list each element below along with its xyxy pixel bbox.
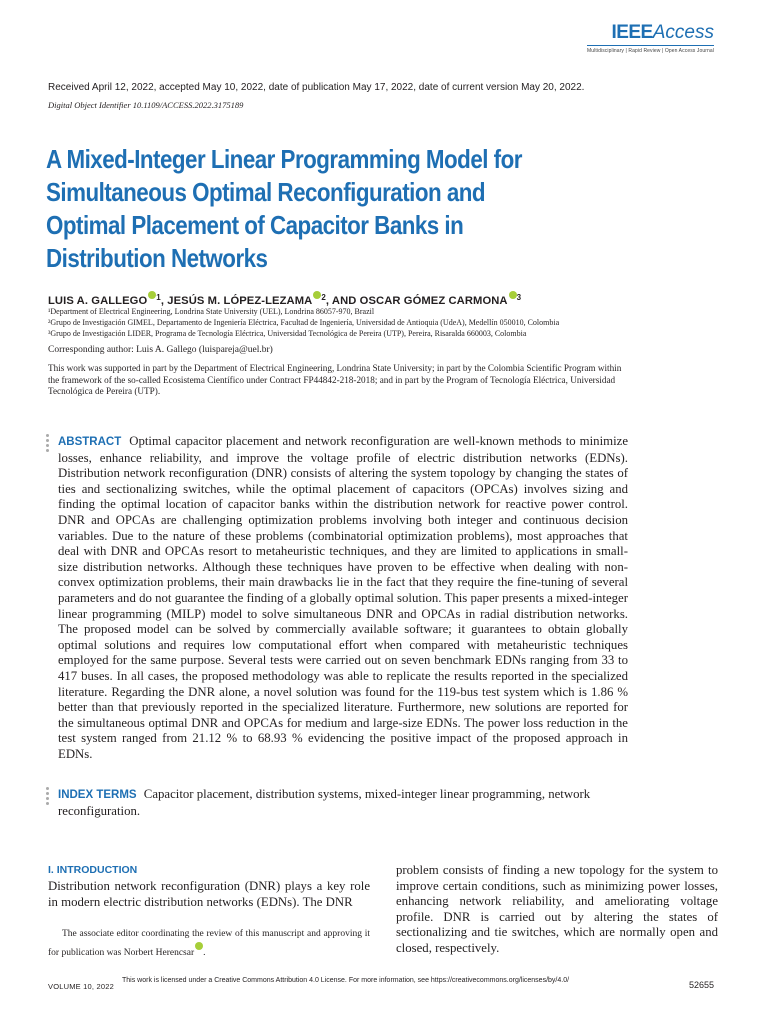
paper-title [46, 143, 648, 275]
author-list [48, 291, 521, 307]
abstract-text: Optimal capacitor placement and network reconfiguration are well-known methods to minimize losses, enhance reliability, and improve the voltage profile of electric distribution networks (EDNs). Distribution network reconfiguration (DNR) consists of altering the system topology by changing the states of ties and sectionalizing switches, while the optimal placement of capacitors (OPCAs) involves sizing and finding the optimal location of capacitor banks within the distribution network for reactive power control. DNR and OPCAs are challenging optimization problems involving both integer and continuous decision variables. Due to the nature of these problems (combinatorial optimization problems), most approaches that deal with DNR and OPCAs resort to metaheuristic techniques, and they are limited to applications in small-size distribution networks. Although these techniques have proven to be effective when dealing with non-convex optimization problems, their main drawbacks lie in the fact that they require the fine-tuning of several parameters and do not guarantee the finding of a globally optimal solution. This paper presents a mixed-integer linear programming (MILP) model to solve simultaneous DNR and OPCAs in radial distribution networks. The proposed model can be solved by commercially available software; it guarantees to obtain globally optimal solutions and requires low computational effort when compared with metaheuristic techniques employed for the same purpose. Several tests were carried out on seven benchmark EDNs ranging from 33 to 417 buses. In all cases, the proposed methodology was able to replicate the results reported in the specialized literature. Regarding the DNR alone, a novel solution was found for the 119-bus test system which is 1.86 % better than that previously reported in the specialized literature. Furthermore, new solutions are reported for the simultaneous optimal DNR and OPCAs for medium and large-size EDNs. The power loss reduction in the test system ranged from 21.12 % to 68.93 % evidencing the positive impact of the proposed approach in EDNs. [58, 434, 628, 761]
footnote-text: The associate editor coordinating the review of this manuscript and approving it for publication was Norbert Herencsar [48, 929, 370, 958]
funding-statement: This work was supported in part by the Department of Electrical Engineering, Londrina State University; in part by the Colombia Scientific Program within the framework of the so-called Ecosistema Científico under Contract FP44842-218-2018; and in part by the Program of Tecnología Eléctrica, Universidad Tecnológica de Pereira (UTP). [48, 363, 622, 396]
author-name: , JESÚS M. LÓPEZ-LEZAMA [160, 295, 313, 307]
volume-label: VOLUME 10, 2022 [48, 982, 114, 991]
index-terms-text: Capacitor placement, distribution systems, mixed-integer linear programming, network reconfiguration. [58, 787, 591, 818]
editor-footnote: The associate editor coordinating the review of this manuscript and approving it for publication was Norbert Herencsar . [48, 929, 370, 958]
author-name: LUIS A. GALLEGO [48, 295, 148, 307]
orcid-icon[interactable] [509, 291, 517, 299]
logo-brand-bold: IEEE [611, 22, 653, 43]
corresponding-author: Corresponding author: Luis A. Gallego (luispareja@uel.br) [48, 345, 273, 355]
orcid-icon[interactable] [195, 942, 203, 950]
received-dates: Received April 12, 2022, accepted May 10, 2022, date of publication May 17, 2022, date of current version May 20, 2022. [48, 82, 585, 93]
logo-tagline: Multidisciplinary | Rapid Review | Open Access Journal [587, 48, 714, 54]
abstract-label: ABSTRACT [58, 436, 122, 448]
title-line: Simultaneous Optimal Reconfiguration and [46, 177, 486, 207]
index-terms [58, 787, 628, 819]
section-marker-icon [46, 787, 49, 807]
intro-paragraph: Distribution network reconfiguration (DNR) plays a key role in modern electric distribution networks (EDNs). The DNR [48, 879, 370, 909]
author-affil-sup: 3 [516, 293, 522, 302]
author-affil-sup: 1 [156, 293, 161, 302]
intro-column-right: problem consists of finding a new topology for the system to improve certain conditions, such as minimizing power losses, enhancing network reliability, and ameliorating voltage profile. DNR is carried out by altering the states of sectionalizing and tie switches, which are normally open and closed, respectively. [396, 863, 718, 955]
journal-logo [587, 22, 714, 54]
index-terms-label: INDEX TERMS [58, 789, 137, 801]
title-line: A Mixed-Integer Linear Programming Model for [46, 144, 522, 174]
section-heading: I. INTRODUCTION [48, 864, 138, 876]
section-marker-icon [46, 434, 49, 454]
affiliation: ³Grupo de Investigación LIDER, Programa de Tecnología Eléctrica, Universidad Tecnológica de Pereira (UTP), Pereira, Risaralda 660003, Colombia [48, 329, 527, 338]
abstract [58, 434, 628, 762]
title-line: Distribution Networks [46, 243, 268, 273]
logo-brand-italic: Access [652, 22, 714, 43]
doi: Digital Object Identifier 10.1109/ACCESS.2022.3175189 [48, 100, 244, 110]
page-number: 52655 [688, 980, 714, 990]
affiliation: ²Grupo de Investigación GIMEL, Departamento de Ingeniería Eléctrica, Facultad de Ingeniería, Universidad de Antioquia (UdeA), Medellín 050010, Colombia [48, 318, 560, 327]
affiliation: ¹Department of Electrical Engineering, Londrina State University (UEL), Londrina 86057-970, Brazil [48, 307, 375, 316]
author-affil-sup: 2 [321, 293, 326, 302]
title-line: Optimal Placement of Capacitor Banks in [46, 210, 464, 240]
license-notice: This work is licensed under a Creative Commons Attribution 4.0 License. For more information, see https://creativecommons.org/licenses/by/4.0/ [122, 977, 570, 984]
author-name: , AND OSCAR GÓMEZ CARMONA [325, 295, 508, 307]
intro-column-left [48, 864, 370, 910]
